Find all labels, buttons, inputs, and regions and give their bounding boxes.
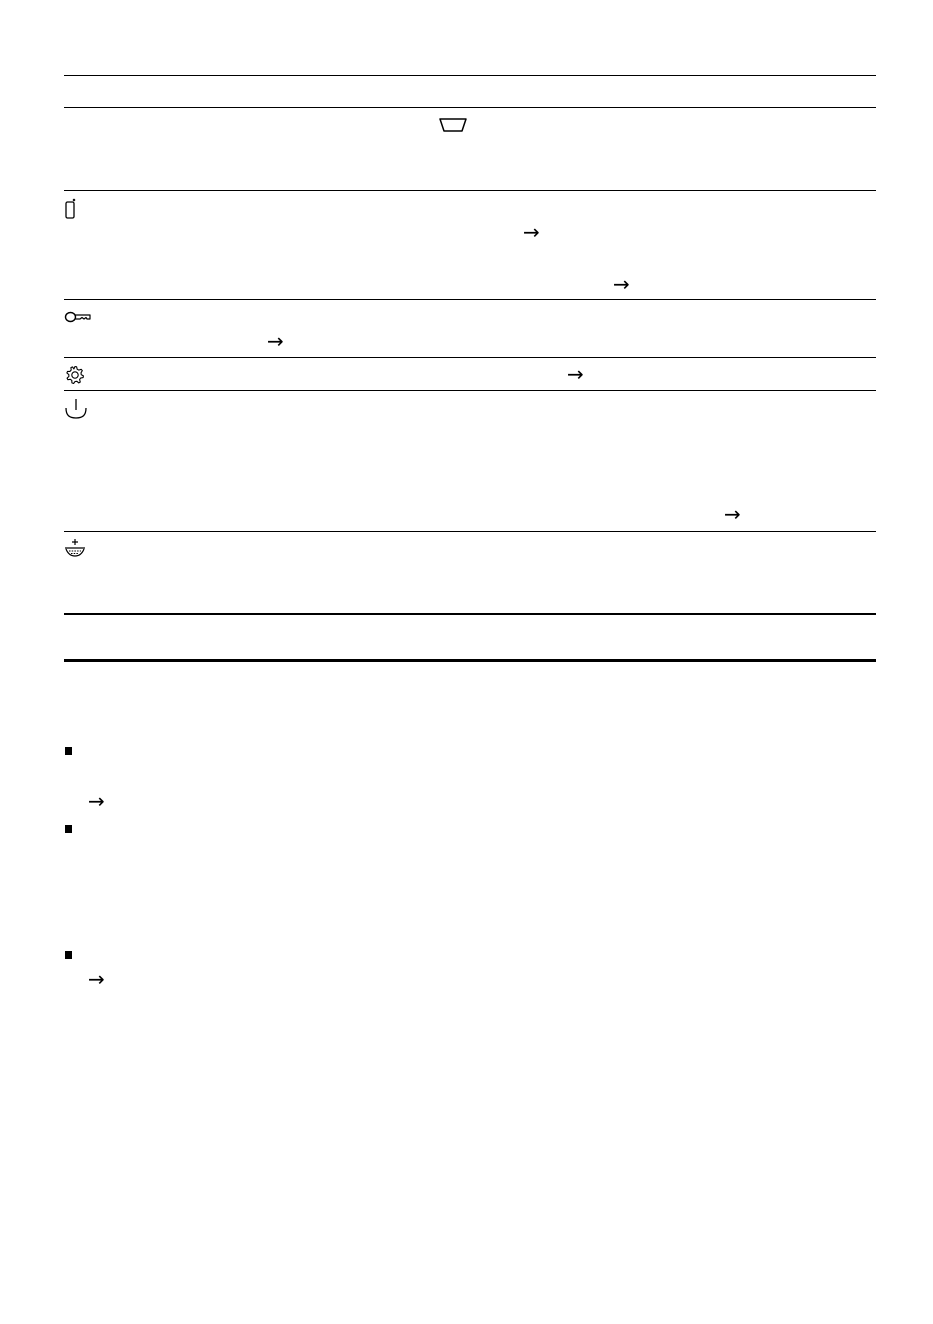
table-bottom-rule [64,659,876,662]
display-panel-icon [438,116,468,134]
arrow-icon: → [567,362,584,386]
arrow-icon: → [613,272,630,296]
table-top-rule [64,75,876,76]
phone-device-icon [64,198,78,220]
row-divider [64,299,876,300]
arrow-icon: → [267,329,284,353]
row-divider [64,531,876,532]
arrow-icon: → [724,502,741,526]
row-divider [64,390,876,391]
basin-icon [64,398,88,420]
bullet-square-icon [65,747,72,755]
gear-icon [65,365,85,385]
arrow-icon: → [88,789,105,813]
bullet-square-icon [65,825,72,833]
dish-tray-icon [63,538,87,558]
bullet-square-icon [65,951,72,959]
arrow-icon: → [523,220,540,244]
row-divider [64,190,876,191]
row-divider [64,357,876,358]
arrow-icon: → [88,967,105,991]
table-header-rule [64,107,876,108]
table-lower-rule [64,613,876,615]
key-icon [64,309,92,325]
